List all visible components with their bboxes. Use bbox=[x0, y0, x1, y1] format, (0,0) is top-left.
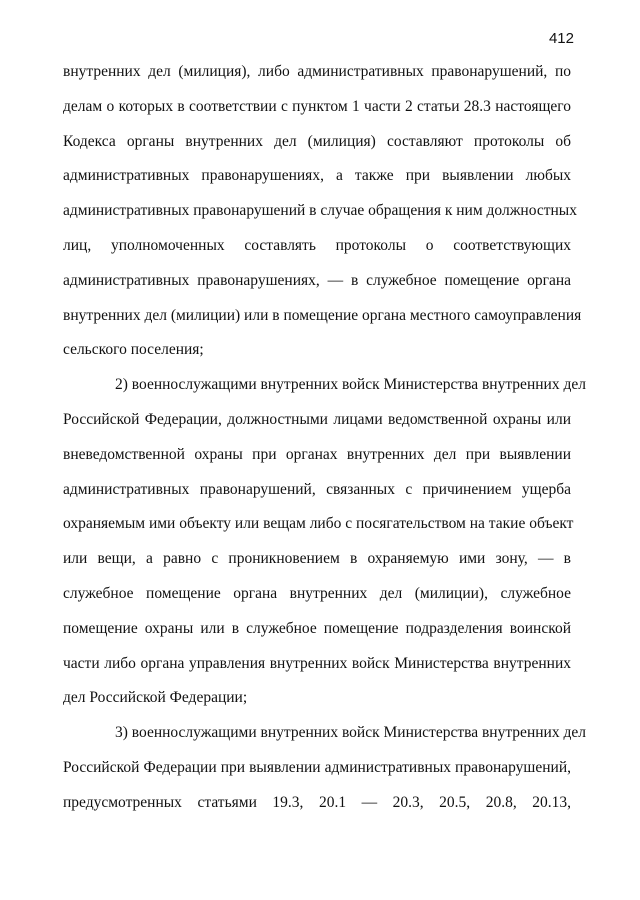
text-line: части либо органа управления внутренних войск Министерства внутренних bbox=[63, 654, 571, 672]
text-line: Кодекса органы внутренних дел (милиция) составляют протоколы об bbox=[63, 132, 571, 150]
text-line: предусмотренных статьями 19.3, 20.1 — 20.3, 20.5, 20.8, 20.13, bbox=[63, 793, 571, 811]
text-line: административных правонарушений в случае обращения к ним должностных bbox=[63, 202, 577, 220]
page-number: 412 bbox=[548, 30, 574, 47]
text-line: Российской Федерации при выявлении административных правонарушений, bbox=[63, 758, 571, 776]
text-line: или вещи, а равно с проникновением в охраняемую ими зону, — в bbox=[63, 550, 571, 568]
text-line: вневедомственной охраны при органах внутренних дел при выявлении bbox=[63, 445, 571, 463]
text-line: делам о которых в соответствии с пунктом 1 части 2 статьи 28.3 настоящего bbox=[63, 97, 571, 115]
text-line-last: дел Российской Федерации; bbox=[63, 689, 248, 707]
text-line: помещение охраны или в служебное помещение подразделения воинской bbox=[63, 619, 571, 637]
text-line: служебное помещение органа внутренних дел (милиции), служебное bbox=[63, 584, 571, 602]
text-line: внутренних дел (милиция), либо административных правонарушений, по bbox=[63, 63, 571, 80]
document-body bbox=[63, 55, 586, 821]
text-line: административных правонарушений, связанных с причинением ущерба bbox=[63, 480, 571, 498]
text-line: административных правонарушениях, — в служебное помещение органа bbox=[63, 271, 571, 289]
text-line: внутренних дел (милиции) или в помещение органа местного самоуправления bbox=[63, 306, 582, 324]
paragraph-start-line: 3) военнослужащими внутренних войск Министерства внутренних дел bbox=[115, 724, 586, 742]
text-line-last: сельского поселения; bbox=[63, 341, 204, 359]
text-line: административных правонарушениях, а также при выявлении любых bbox=[63, 167, 571, 185]
paragraph-start-line: 2) военнослужащими внутренних войск Министерства внутренних дел bbox=[115, 376, 586, 394]
text-line: лиц, уполномоченных составлять протоколы о соответствующих bbox=[63, 236, 571, 254]
text-line: охраняемым ими объекту или вещам либо с посягательством на такие объект bbox=[63, 515, 574, 533]
text-line: Российской Федерации, должностными лицами ведомственной охраны или bbox=[63, 410, 571, 428]
